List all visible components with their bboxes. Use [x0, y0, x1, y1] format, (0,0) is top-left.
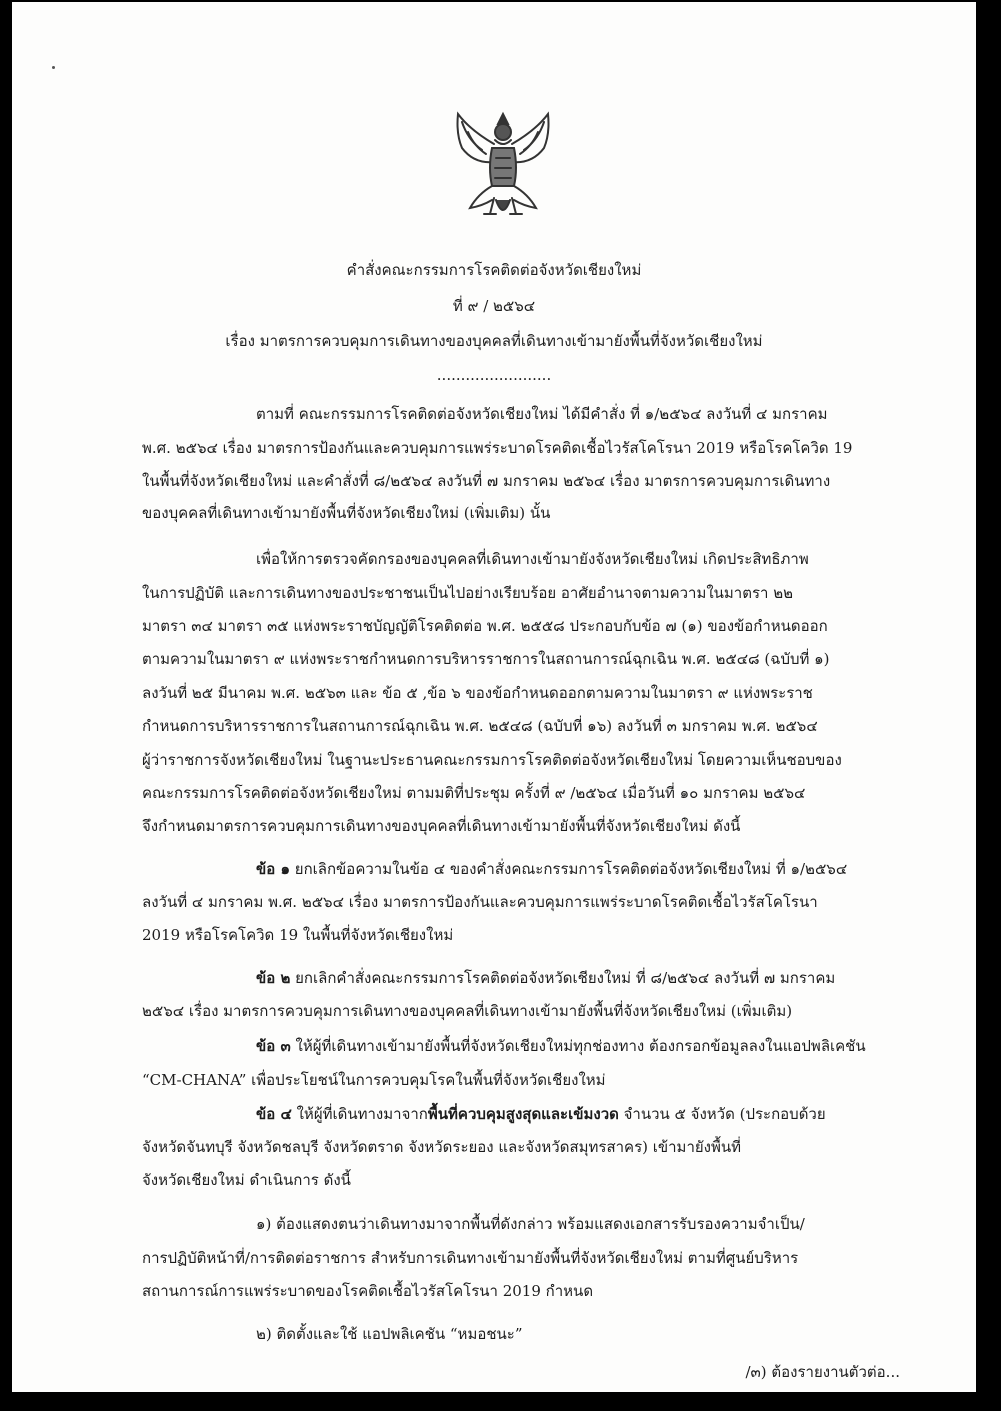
paragraph-line: สถานการณ์การแพร่ระบาดของโรคติดเชื้อไวรัสโคโรนา 2019 กำหนด — [142, 1282, 594, 1300]
clause-3-line — [256, 1034, 866, 1058]
clause-1-text: ยกเลิกข้อความในข้อ ๔ ของคำสั่งคณะกรรมการโรคติดต่อจังหวัดเชียงใหม่ ที่ ๑/๒๕๖๔ — [290, 860, 848, 878]
paragraph-line: คณะกรรมการโรคติดต่อจังหวัดเชียงใหม่ ตามมติที่ประชุม ครั้งที่ ๙ /๒๕๖๔ เมื่อวันที่ ๑๐ มกราคม ๒๕๖๔ — [142, 784, 806, 802]
paragraph-line: ของบุคคลที่เดินทางเข้ามายังพื้นที่จังหวัดเชียงใหม่ (เพิ่มเติม) นั้น — [142, 504, 551, 522]
clause-1-label: ข้อ ๑ — [256, 860, 291, 878]
clause-4-label: ข้อ ๔ — [256, 1105, 292, 1123]
paragraph-line: การปฏิบัติหน้าที่/การติดต่อราชการ สำหรับการเดินทางเข้ามายังพื้นที่จังหวัดเชียงใหม่ ตามที่ศูนย์บริหาร — [142, 1249, 799, 1267]
paragraph-line: มาตรา ๓๔ มาตรา ๓๕ แห่งพระราชบัญญัติโรคติดต่อ พ.ศ. ๒๕๕๘ ประกอบกับข้อ ๗ (๑) ของข้อกำหนดออก — [142, 617, 828, 635]
paragraph-line: จึงกำหนดมาตรการควบคุมการเดินทางของบุคคลที่เดินทางเข้ามายังพื้นที่จังหวัดเชียงใหม่ ดังนี้ — [142, 817, 741, 835]
paragraph-line: 2019 หรือโรคโควิด 19 ในพื้นที่จังหวัดเชียงใหม่ — [142, 926, 454, 944]
clause-2-line — [256, 966, 835, 990]
paragraph-line: เพื่อให้การตรวจคัดกรองของบุคคลที่เดินทางเข้ามายังจังหวัดเชียงใหม่ เกิดประสิทธิภาพ — [256, 550, 809, 568]
paragraph-line: ผู้ว่าราชการจังหวัดเชียงใหม่ ในฐานะประธานคณะกรรมการโรคติดต่อจังหวัดเชียงใหม่ โดยความเห็นชอบของ — [142, 751, 842, 769]
header-divider: ........................ — [436, 366, 552, 384]
paragraph-line: ในพื้นที่จังหวัดเชียงใหม่ และคำสั่งที่ ๘/๒๕๖๔ ลงวันที่ ๗ มกราคม ๒๕๖๔ เรื่อง มาตรการควบคุมการเดินทาง — [142, 472, 831, 490]
paragraph-line: พ.ศ. ๒๕๖๔ เรื่อง มาตรการป้องกันและควบคุมการแพร่ระบาดโรคติดเชื้อไวรัสโคโรนา 2019 หรือโรคโควิด 19 — [142, 439, 853, 457]
scan-border-bottom — [0, 1392, 1001, 1411]
scan-border-right — [976, 0, 1001, 1411]
paragraph-line: ลงวันที่ ๒๕ มีนาคม พ.ศ. ๒๕๖๓ และ ข้อ ๕ ,ข้อ ๖ ของข้อกำหนดออกตามความในมาตรา ๙ แห่งพระราช — [142, 684, 813, 702]
paragraph-line: ตามความในมาตรา ๙ แห่งพระราชกำหนดการบริหารราชการในสถานการณ์ฉุกเฉิน พ.ศ. ๒๕๔๘ (ฉบับที่ ๑) — [142, 650, 830, 668]
sub-item-2-line: ๒) ติดตั้งและใช้ แอปพลิเคชัน “หมอชนะ” — [256, 1325, 523, 1343]
paragraph-line: จังหวัดจันทบุรี จังหวัดชลบุรี จังหวัดตราด จังหวัดระยอง และจังหวัดสมุทรสาคร) เข้ามายังพื้นที่ — [142, 1138, 742, 1156]
paragraph-line: ลงวันที่ ๔ มกราคม พ.ศ. ๒๕๖๔ เรื่อง มาตรการป้องกันและควบคุมการแพร่ระบาดโรคติดเชื้อไวรัสโคโรนา — [142, 893, 818, 911]
scan-speck — [52, 66, 55, 69]
paragraph-line: กำหนดการบริหารราชการในสถานการณ์ฉุกเฉิน พ.ศ. ๒๕๔๘ (ฉบับที่ ๑๖) ลงวันที่ ๓ มกราคม พ.ศ. ๒๕๖๔ — [142, 717, 818, 735]
clause-2-label: ข้อ ๒ — [256, 969, 291, 987]
clause-2-text: ยกเลิกคำสั่งคณะกรรมการโรคติดต่อจังหวัดเชียงใหม่ ที่ ๘/๒๕๖๔ ลงวันที่ ๗ มกราคม — [290, 969, 836, 987]
clause-4-emphasis: พื้นที่ควบคุมสูงสุดและเข้มงวด — [427, 1105, 619, 1123]
clause-3-label: ข้อ ๓ — [256, 1037, 291, 1055]
paragraph-line: จังหวัดเชียงใหม่ ดำเนินการ ดังนี้ — [142, 1171, 351, 1189]
clause-4-text-b: จำนวน ๕ จังหวัด (ประกอบด้วย — [618, 1105, 826, 1123]
continuation-note: /๓) ต้องรายงานตัวต่อ... — [745, 1363, 900, 1381]
clause-1-line — [256, 857, 847, 881]
paragraph-line: ตามที่ คณะกรรมการโรคติดต่อจังหวัดเชียงใหม่ ได้มีคำสั่ง ที่ ๑/๒๕๖๔ ลงวันที่ ๔ มกราคม — [256, 405, 828, 423]
clause-4-text-a: ให้ผู้ที่เดินทางมาจาก — [291, 1105, 428, 1123]
paragraph-line: ๒๕๖๔ เรื่อง มาตรการควบคุมการเดินทางของบุคคลที่เดินทางเข้ามายังพื้นที่จังหวัดเชียงใหม่ (เพิ่มเติม) — [142, 1002, 793, 1020]
clause-4-line — [256, 1102, 826, 1126]
order-title: คำสั่งคณะกรรมการโรคติดต่อจังหวัดเชียงใหม่ — [346, 261, 642, 279]
clause-3-text: ให้ผู้ที่เดินทางเข้ามายังพื้นที่จังหวัดเชียงใหม่ทุกช่องทาง ต้องกรอกข้อมูลลงในแอปพลิเคชัน — [290, 1037, 866, 1055]
order-subject: เรื่อง มาตรการควบคุมการเดินทางของบุคคลที่เดินทางเข้ามายังพื้นที่จังหวัดเชียงใหม่ — [225, 332, 763, 350]
order-number: ที่ ๙ / ๒๕๖๔ — [452, 297, 536, 315]
garuda-emblem — [448, 108, 558, 226]
document-page — [12, 2, 976, 1392]
paragraph-line: ในการปฏิบัติ และการเดินทางของประชาชนเป็นไปอย่างเรียบร้อย อาศัยอำนาจตามความในมาตรา ๒๒ — [142, 584, 793, 602]
paragraph-line: “CM-CHANA” เพื่อประโยชน์ในการควบคุมโรคในพื้นที่จังหวัดเชียงใหม่ — [142, 1071, 606, 1089]
sub-item-1-line: ๑) ต้องแสดงตนว่าเดินทางมาจากพื้นที่ดังกล่าว พร้อมแสดงเอกสารรับรองความจำเป็น/ — [256, 1215, 805, 1233]
